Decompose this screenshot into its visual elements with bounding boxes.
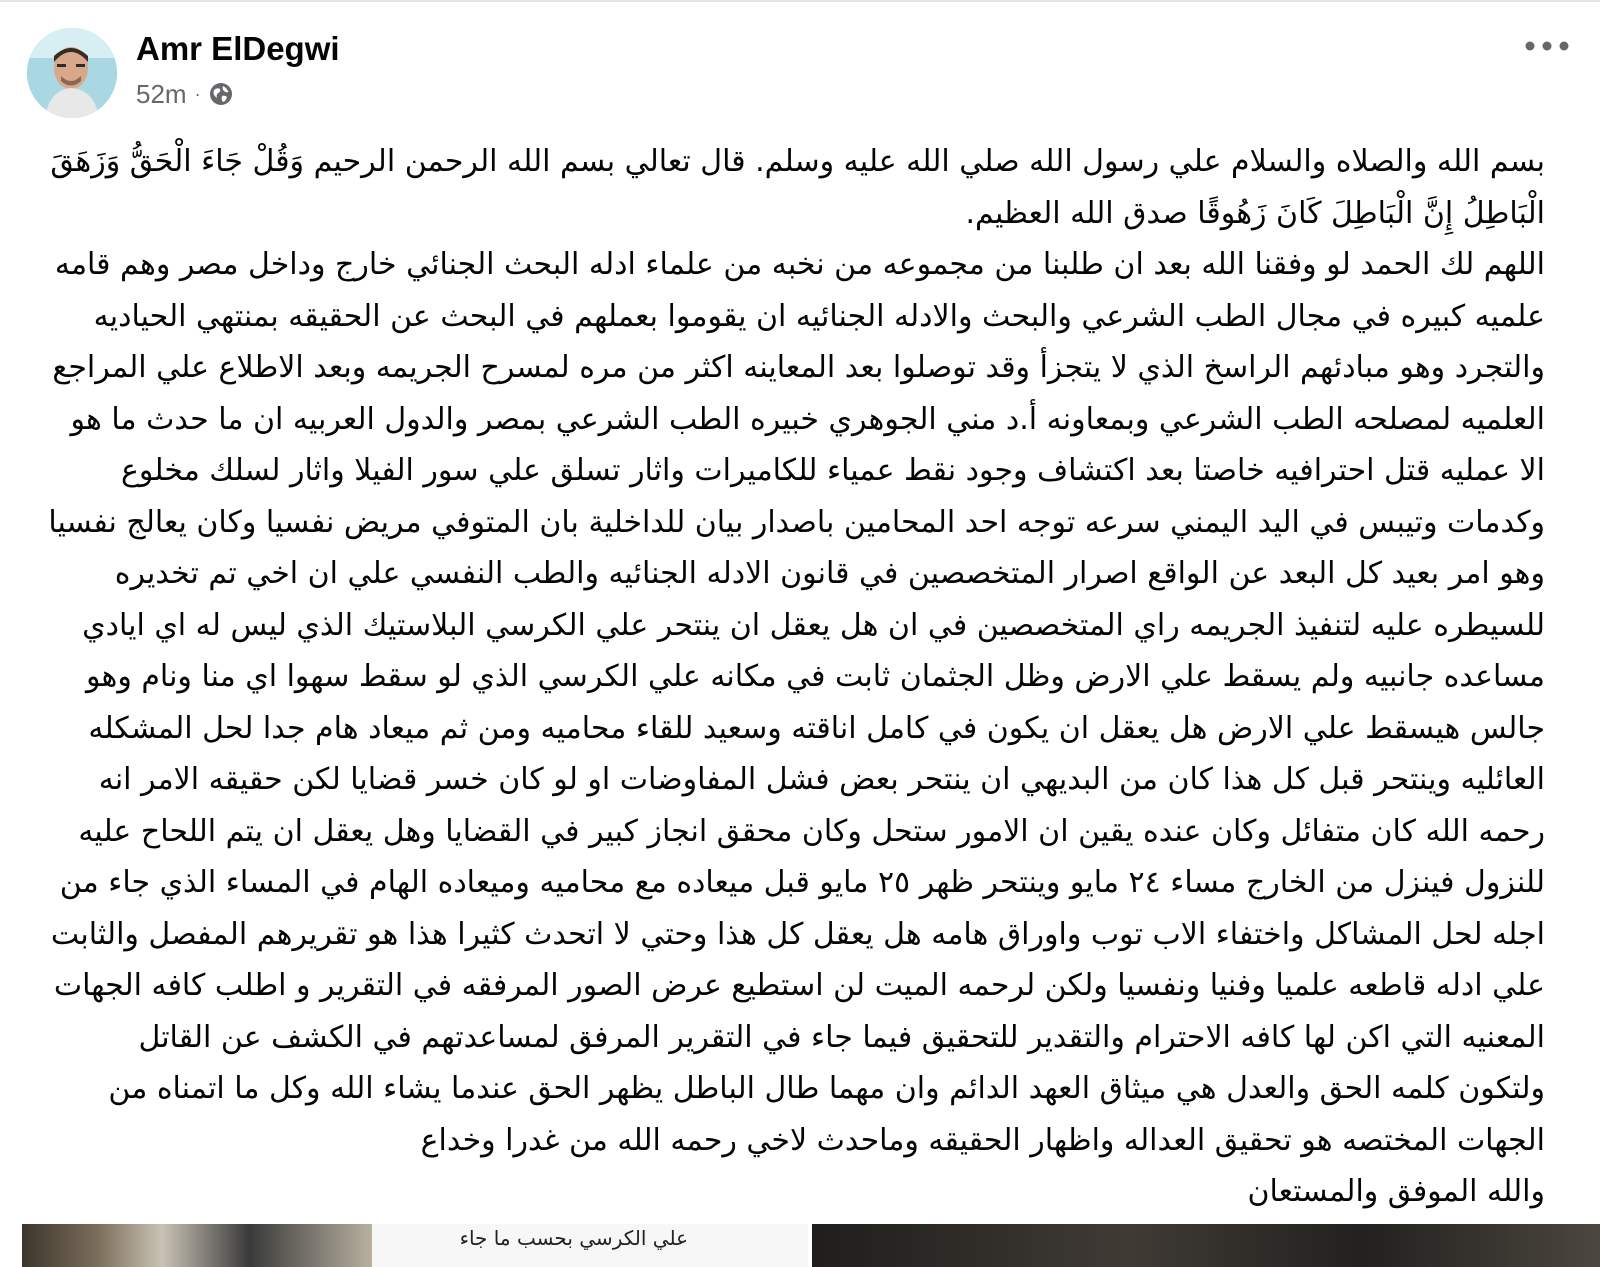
top-divider <box>0 0 1600 2</box>
globe-icon[interactable] <box>209 82 233 106</box>
attached-photo[interactable] <box>372 1224 808 1267</box>
photo-caption: علي الكرسي بحسب ما جاء <box>459 1226 688 1250</box>
profile-photo-icon <box>27 28 117 118</box>
author-name[interactable]: Amr ElDegwi <box>136 30 340 67</box>
more-options-button[interactable] <box>1521 28 1573 64</box>
post-paragraph: والله الموفق والمستعان <box>1247 1174 1545 1209</box>
avatar[interactable] <box>27 28 117 118</box>
meta-separator: · <box>194 83 201 104</box>
more-horizontal-icon <box>1524 40 1570 52</box>
post-header <box>27 28 1577 120</box>
post-body <box>48 136 1545 1218</box>
post-paragraph: اللهم لك الحمد لو وفقنا الله بعد ان طلبنا من مجموعه من نخبه من علماء ادله البحث الجنائي خارج وداخل مصر وهم قامه علميه كبيره في مجال الطب الشرعي والبحث والادله الجنائيه ان يقوموا بعملهم في البحث عن الحقيقه بمنتهي الحياديه والتجرد وهو مبادئهم الراسخ الذي لا يتجزأ وقد توصلوا بعد المعاينه اكثر من مره لمسرح الجريمه وبعد الاطلاع علي المراجع العلميه لمصلحه الطب الشرعي وبمعاونه أ.د مني الجوهري خبيره الطب الشرعي بمصر والدول العربيه ان ما حدث ما هو الا عمليه قتل احترافيه خاصتا بعد اكتشاف وجود نقط عمياء للكاميرات واثار تسلق علي سور الفيلا واثار لسلك مخلوع وكدمات وتيبس في اليد اليمني سرعه توجه احد المحامين باصدار بيان للداخلية بان المتوفي مريض نفسيا وكان يعالج نفسيا وهو امر بعيد كل البعد عن الواقع اصرار المتخصصين في قانون الادله الجنائيه والطب النفسي علي ان اخي تم تخديره للسيطره عليه لتنفيذ الجريمه راي المتخصصين في ان هل يعقل ان ينتحر علي الكرسي البلاستيك الذي ليس له اي ايادي مساعده جانبيه ولم يسقط علي الارض وظل الجثمان ثابت في مكانه علي الكرسي الذي لو سقط سهوا اي منا ونام وهو جالس هيسقط علي الارض هل يعقل ان يكون في كامل اناقته وسعيد للقاء محاميه ومن ثم ميعاد هام جدا لحل المشكله العائليه وينتحر قبل كل هذا كان من البديهي ان ينتحر بعض فشل المفاوضات او لو كان خسر قضايا لكن حقيقه الامر انه رحمه الله كان متفائل وكان عنده يقين ان الامور ستحل وكان محقق انجاز كبير في القضايا وهل يعقل ان يتم اللحاح عليه للنزول فينزل من الخارج مساء ٢٤ مايو وينتحر ظهر ٢٥ مايو قبل ميعاده مع محاميه وميعاده الهام في المساء الذي جاء من اجله لحل المشاكل واختفاء الاب توب واوراق هامه هل يعقل كل هذا وحتي لا اتحدث كثيرا هذا هو تقريرهم المفصل والثابت علي ادله قاطعه علميا وفنيا ونفسيا ولكن لرحمه الميت لن استطيع عرض الصور المرفقه في التقرير و اطلب كافه الجهات المعنيه التي اكن لها كافه الاحترام والتقدير للتحقيق فيما جاء في التقرير المرفق لمساعدتهم في الكشف عن القاتل ولتكون كلمه الحق والعدل هي ميثاق العهد الدائم وان مهما طال الباطل يظهر الحق عندما يشاء الله وكل ما اتمناه من الجهات المختصه هو تحقيق العداله واظهار الحقيقه وماحدث لاخي رحمه الله من غدرا وخداع <box>48 247 1545 1158</box>
attached-photo[interactable] <box>812 1224 1600 1267</box>
post-meta <box>136 78 233 110</box>
post-timestamp[interactable]: 52m <box>136 78 187 109</box>
attached-photo[interactable] <box>22 1224 372 1267</box>
post-paragraph: بسم الله والصلاه والسلام علي رسول الله صلي الله عليه وسلم. قال تعالي بسم الله الرحمن الرحيم وَقُلْ جَاءَ الْحَقُّ وَزَهَقَ الْبَاطِلُ إِنَّ الْبَاطِلَ كَانَ زَهُوقًا صدق الله العظيم. <box>50 144 1545 231</box>
attached-images <box>0 1224 1600 1267</box>
